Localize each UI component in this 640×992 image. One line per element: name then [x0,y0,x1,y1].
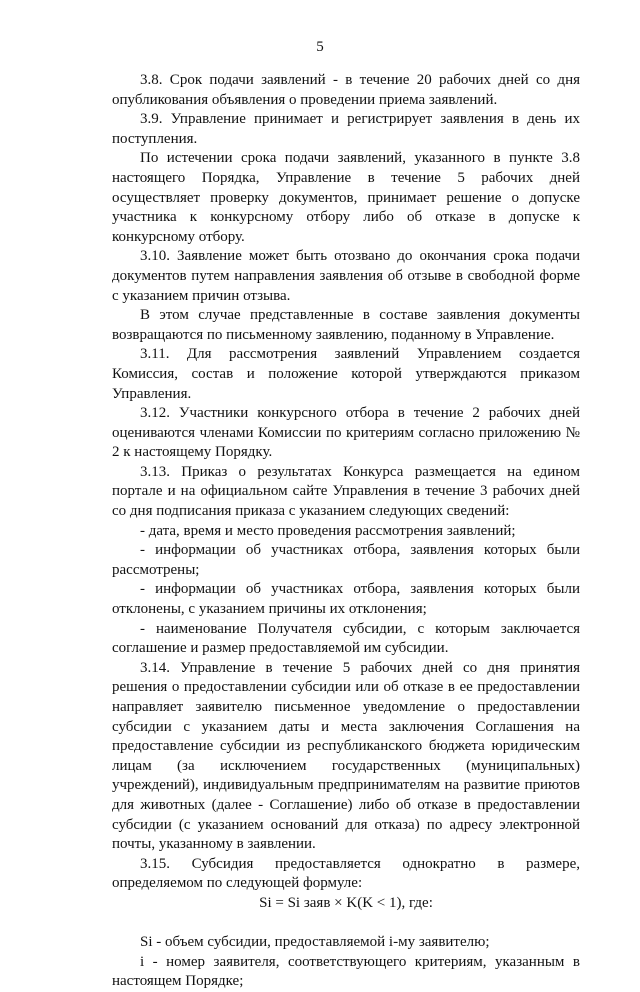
paragraph: По истечении срока подачи заявлений, указанного в пункте 3.8 настоящего Порядка, Управление в течение 5 рабочих дней осуществляет проверку документов, принимает решение о допуске участника к конкурсному отбору либо об отказе в допуске к конкурсному отбору. [112,150,580,245]
paragraph: 3.11. Для рассмотрения заявлений Управлением создается Комиссия, состав и положение которой утверждаются приказом Управления. [112,346,580,402]
paragraph: 3.15. Субсидия предоставляется однократно в размере, определяемом по следующей формуле: [112,855,580,892]
page-number: 5 [316,39,324,55]
formula: Si = Si заяв × K(K < 1), где: [259,894,433,911]
paragraph: В этом случае представленные в составе заявления документы возвращаются по письменному заявлению, поданному в Управление. [112,307,580,343]
list-item: - информации об участниках отбора, заявления которых были рассмотрены; [112,542,580,578]
document-body [112,71,580,992]
list-item: - информации об участниках отбора, заявления которых были отклонены, с указанием причины их отклонения; [112,581,580,618]
list-item: - дата, время и место проведения рассмотрения заявлений; [140,522,516,539]
definition: Si - объем субсидии, предоставляемой i-му заявителю; [140,934,490,951]
paragraph: 3.13. Приказ о результатах Конкурса размещается на едином портале и на официальном сайте Управления в течение 3 рабочих дней со дня подписания приказа с указанием следующих сведений: [112,463,580,520]
definition: i - номер заявителя, соответствующего критериям, указанным в настоящем Порядке; [112,953,580,990]
paragraph: 3.9. Управление принимает и регистрирует заявления в день их поступления. [112,111,580,147]
paragraph: 3.8. Срок подачи заявлений - в течение 20 рабочих дней со дня опубликования объявления о проведении приема заявлений. [112,72,580,108]
paragraph: 3.12. Участники конкурсного отбора в течение 2 рабочих дней оцениваются членами Комиссии по критериям согласно приложению № 2 к настоящему Порядку. [112,405,580,461]
paragraph: 3.14. Управление в течение 5 рабочих дней со дня принятия решения о предоставлении субсидии или об отказе в ее предоставлении направляет заявителю письменное уведомление о предоставлении субсидии с указанием даты и места заключения Соглашения на предоставление субсидии из республиканского бюджета юридическим лицам (за исключением государственных (муниципальных) учреждений), индивидуальным предпринимателям на развитие приютов для животных (далее - Соглашение) либо об отказе в предоставлении субсидии (с указанием оснований для отказа) по адресу электронной почты, указанному в заявлении. [112,659,580,853]
paragraph: 3.10. Заявление может быть отозвано до окончания срока подачи документов путем направления заявления об отзыве в свободной форме с указанием причин отзыва. [112,248,580,304]
list-item: - наименование Получателя субсидии, с которым заключается соглашение и размер предоставляемой им субсидии. [112,620,580,657]
